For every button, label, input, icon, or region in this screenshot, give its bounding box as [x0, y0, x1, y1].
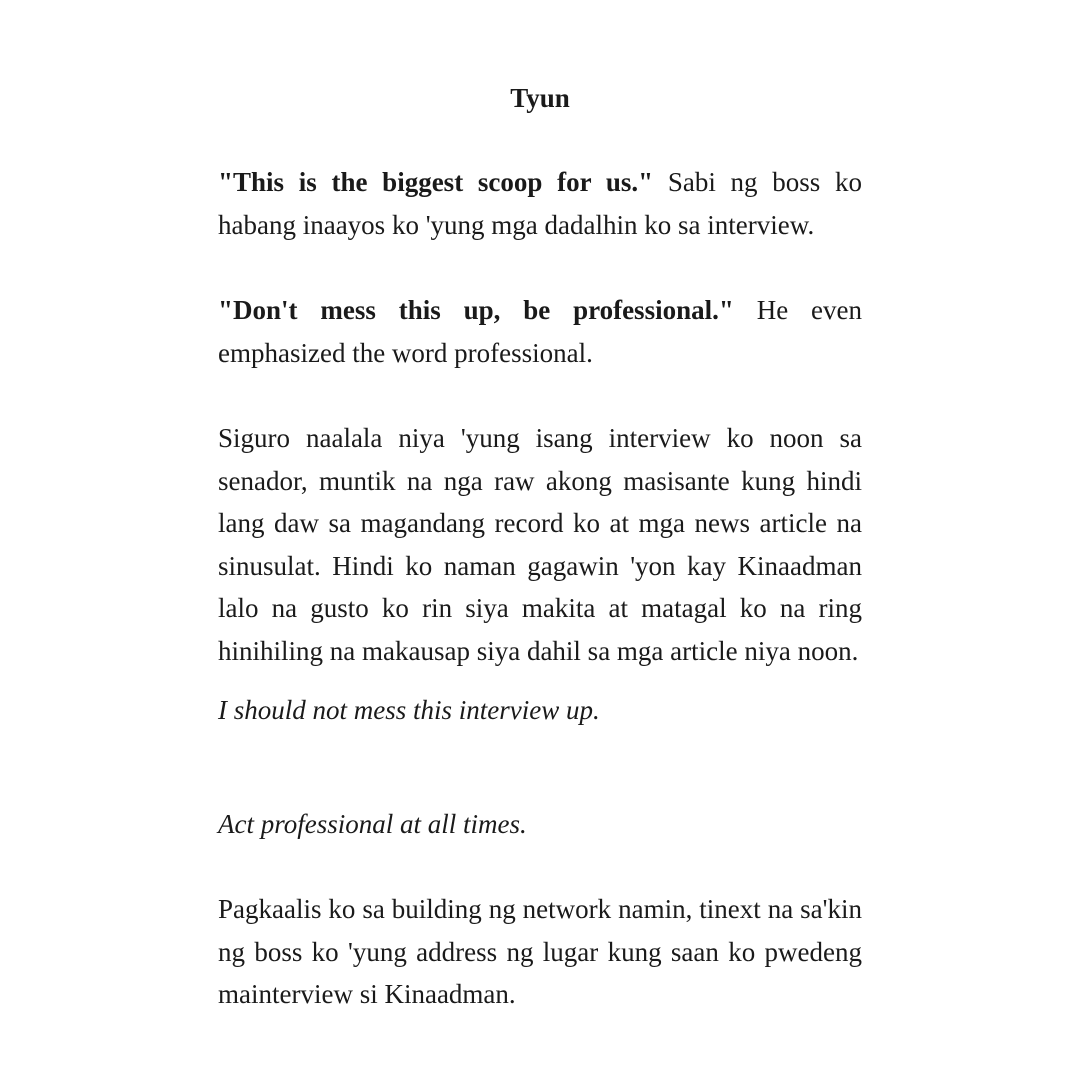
- paragraph-6: Pagkaalis ko sa building ng network namin, tinext na sa'kin ng boss ko 'yung address ng lugar kung saan ko pwedeng mainterview si Kinaadman.: [218, 894, 862, 1009]
- dialogue-quote-1: "This is the biggest scoop for us.": [218, 167, 654, 197]
- narration-2: He even emphasized the word professional.: [218, 295, 863, 368]
- paragraph-1: [218, 161, 862, 246]
- inner-thought-1: I should not mess this interview up.: [218, 695, 600, 725]
- paragraph-3: Siguro naalala niya 'yung isang interview ko noon sa senador, muntik na nga raw akong masisante kung hindi lang daw sa magandang record ko at mga news article na sinusulat. Hindi ko naman gagawin 'yon kay Kinaadman lalo na gusto ko rin siya makita at matagal ko na ring hinihiling na makausap siya dahil sa mga article niya noon.: [218, 423, 862, 666]
- chapter-title: Tyun: [510, 83, 570, 113]
- paragraph-2: [218, 289, 862, 374]
- inner-thought-2: Act professional at all times.: [218, 809, 527, 839]
- narration-1: Sabi ng boss ko habang inaayos ko 'yung mga dadalhin ko sa interview.: [218, 167, 862, 240]
- dialogue-quote-2: "Don't mess this up, be professional.": [218, 295, 734, 325]
